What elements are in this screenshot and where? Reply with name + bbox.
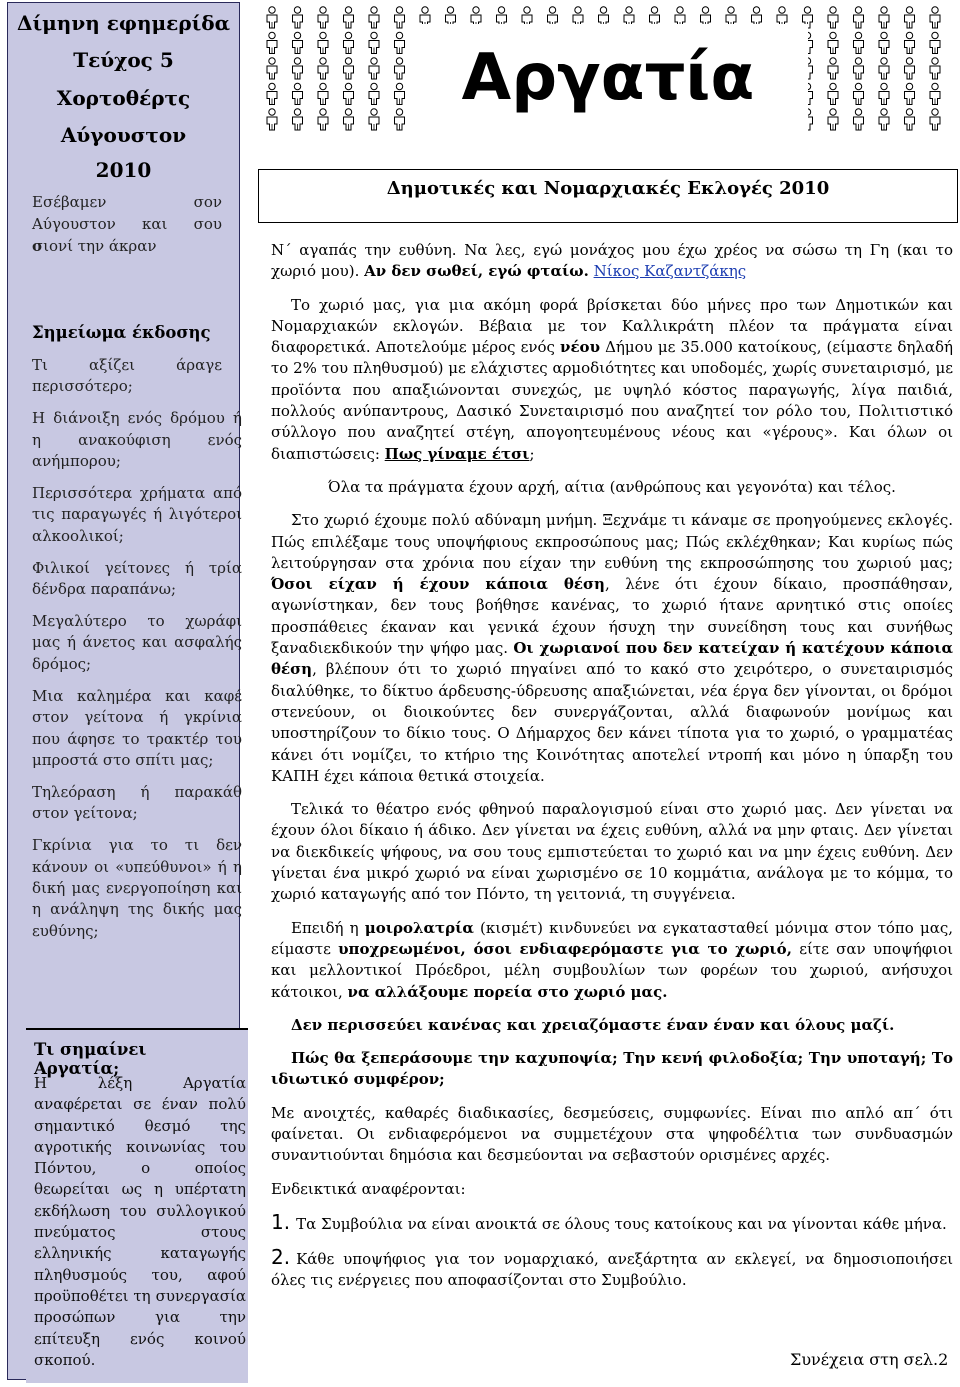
text: Επειδή η	[291, 918, 365, 937]
paragraph	[271, 295, 953, 465]
masthead-line: Χορτοθέρτς	[56, 86, 191, 110]
masthead-line: 2010	[95, 158, 152, 182]
sidebar	[7, 2, 246, 1380]
masthead-line: Αύγουστον	[60, 123, 187, 147]
paragraph	[271, 510, 953, 787]
text: Στο χωριό έχουμε πολύ αδύναμη μνήμη. Ξεχνάμε τι κάναμε σε προηγούμενες εκλογές. Πώς επιλέξαμε τους υποψήφιους εκπροσώπους μας; Πώς εκλέχθηκαν; Και κυρίως πώς λειτούργησαν στα χρόνια που είχαν την ευθύνη της εκπροσώπησης του χωριού μας;	[271, 511, 953, 572]
paragraph: Τελικά το θέατρο ενός φθηνού παραλογισμού είναι στο χωριό μας. Δεν γίνεται να έχουν όλοι δίκαιο ή άδικο. Δεν γίνεται να έχεις ευθύνη, αλλά να μην φταις. Δεν γίνεται να διεκδικείς ψήφους, να σου τους εμπιστεύεται το χωριό και να μην έχεις ευθύνη. Δεν γίνεται ένα μικρό χωριό να είναι χωρισμένο σε 10 κομμάτια, ανάλογα με το κόμμα, το χωριό καταγωγής από τον Πόντο, τη γειτονιά, τη συγγένεια.	[271, 800, 953, 904]
header-banner	[258, 4, 958, 154]
intro-text: Εσέβαμεν σον Αύγουστον και σου	[32, 193, 222, 233]
text-bold: μοιρολατρία	[364, 918, 474, 937]
text-bold: Πώς θα ξεπεράσουμε την καχυποψία; Την κενή φιλοδοξία; Την υποταγή; Το ιδιωτικό συμφέρον;	[271, 1049, 953, 1089]
question-item: Μια καλημέρα και καφέ στον γείτονα ή γκρίνια που άφησε το τρακτέρ του μπροστά στο σπίτι μας;	[32, 686, 242, 769]
text: , βλέπουν ότι το χωριό πηγαίνει από το κακό στο χειρότερο, ο συνεταιρισμός διαλύθηκε, το δίκτυο άρδευσης-ύδρευσης απαξιώνεται, νέα έργα δεν γίνονται, οι δρόμοι στενεύουν, οι διοικούντες δεν συνεργάζονται, αλλά διαφωνούν μονίμως και υποστηρίζουν το δίκιο τους. Ο Δήμαρχος δεν κάνει τίποτα για το χωριό, ο γραμματέας κάνει ότι νομίζει, το κτήριο της Κοινότητας αποτελεί ντροπή και μόνο η ύπαρξη του ΚΑΠΗ έχει κάποια θετικά στοιχεία.	[271, 660, 953, 785]
intro-bold: σ	[32, 237, 44, 255]
list-number: 1.	[271, 1209, 291, 1234]
edition-note-heading: Σημείωμα έκδοσης	[32, 323, 211, 342]
text: (κισμέτ) κινδυνεύει να εγκατασταθεί μόνιμα στον τόπο μας, είμαστε	[271, 918, 953, 958]
question-item: Η διάνοιξη ενός δρόμου ή η ανακούφιση ενός ανήμπορου;	[32, 409, 242, 471]
article-headline	[258, 169, 958, 223]
question-list	[32, 355, 246, 953]
question-item: Περισσότερα χρήματα από τις παραγωγές ή λιγότεροι αλκοολικοί;	[32, 484, 242, 545]
text-bold: Δεν περισσεύει κανένας και χρειαζόμαστε έναν έναν και όλους μαζί.	[291, 1015, 895, 1034]
quote-bold: Αν δεν σωθεί, εγώ φταίω.	[364, 262, 589, 281]
text-bold-underline: Πως γίναμε έτσι	[384, 444, 530, 463]
list-item	[271, 1247, 953, 1292]
list-item	[271, 1209, 953, 1235]
text-bold: Οι χωριανοί που δεν κατείχαν ή κατέχουν κάποια θέση	[271, 639, 953, 679]
text: Δήμου με 35.000 κατοίκους, (είμαστε δηλαδή το 2% του πληθυσμού) με ελάχιστες αρμοδιότητες και υποδομές, χωρίς συνεταιρισμό, με προϊόντα που απαξιώνονται συνεχώς, με υψηλό κόστος παραγωγής, λίγα παιδιά, πολλούς ανύπαντρους, Δασικό Συνεταιρισμό που αναζητεί τον ρόλο του, Πολιτιστικό σύλλογο που αναζητεί στέγη, απογοητευμένους νέους και «γέρους». Και όλων οι διαπιστώσεις:	[271, 338, 953, 463]
definition-heading: Τι σημαίνει Αργατία;	[34, 1040, 147, 1078]
paragraph	[271, 1048, 953, 1091]
question-item: Τι αξίζει άραγε περισσότερο;	[32, 356, 222, 396]
list-text: Κάθε υποψήφιος για τον νομαρχιακό, ανεξάρτητα αν εκλεγεί, να δημοσιοποιήσει όλες τις ενέργειες που αποφασίζονται στο Συμβούλιο.	[271, 1250, 953, 1290]
text-bold: νέου	[560, 338, 600, 357]
intro-text: ιονί την άκραν	[43, 237, 157, 255]
question-item: Μεγαλύτερο το χωράφι μας ή άνετος και ασφαλής δρόμος;	[32, 612, 242, 673]
definition-text: Η λέξη Αργατία αναφέρεται σε έναν πολύ σημαντικό θεσμό της αγροτικής κοινωνίας του Πόντου, ο οποίος θεωρείται ως η υπέρτατη εκδήλωση του συλλογικού πνεύματος στους ελληνικής καταγωγής πληθυσμούς του, αφού προϋποθέτει τη συνεργασία προσώπων για την επίτευξη ενός κοινού σκοπού.	[34, 1074, 246, 1369]
newspaper-title: Αργατία	[408, 24, 808, 134]
paragraph: Όλα τα πράγματα έχουν αρχή, αίτια (ανθρώπους και γεγονότα) και τέλος.	[328, 477, 896, 496]
headline-text: Δημοτικές και Νομαρχιακές Εκλογές 2010	[386, 178, 830, 199]
list-text: Τα Συμβούλια να είναι ανοικτά σε όλους τους κατοίκους και να γίνονται κάθε μήνα.	[296, 1214, 947, 1233]
question-item: Τηλεόραση ή παρακάθ στον γείτονα;	[32, 782, 242, 823]
text: Το χωριό μας, για μια ακόμη φορά βρίσκεται δύο μήνες προ των Δημοτικών και Νομαρχιακών εκλογών. Βέβαια με τον Καλλικράτη πλέον τα πράγματα είναι διαφορετικά. Αποτελούμε μέρος ενός	[271, 295, 953, 357]
masthead-line: Τεύχος 5	[73, 48, 174, 72]
paragraph: Ενδεικτικά αναφέρονται:	[271, 1179, 466, 1198]
text: , λένε ότι έχουν δίκαιο, προσπάθησαν, αγωνίστηκαν, δεν τους βοήθησε κανένας, το χωριό ήτανε αρνητικό στις οποίες προσπάθειες έκαναν και γενικά έχουν ήσυχη την συνείδηση τους και συνήθως ξαναδιεκδικούν την ψήφο μας.	[271, 575, 953, 658]
masthead-line: Δίμηνη εφημερίδα	[16, 11, 231, 35]
quote-text: Ν΄ αγαπάς την ευθύνη. Να λες, εγώ μονάχος μου έχω χρέος να σώσω τη Γη (και το χωριό μου).	[271, 241, 953, 281]
quote-author-link[interactable]: Νίκος Καζαντζάκης	[593, 262, 747, 281]
argatia-definition-box	[26, 1028, 248, 1383]
continued-on-page: Συνέχεια στη σελ.2	[790, 1350, 949, 1369]
paragraph: Με ανοιχτές, καθαρές διαδικασίες, δεσμεύσεις, συμφωνίες. Είναι πιο απλό απ΄ ότι φαίνεται. Οι ενδιαφερόμενοι να συμμετέχουν στα ψηφοδέλτια των συνδυασμών συναντιούνται δημόσια και δεσμεύονται να σεβαστούν ορισμένες αρχές.	[271, 1103, 953, 1165]
text: ;	[529, 444, 535, 463]
paragraph	[271, 918, 953, 1003]
text: είτε σαν υποψήφιοι και μελλοντικοί Πρόεδροι, μέλη συμβουλίων των φορέων του χωριού, ανήσυχοι κάτοικοι,	[271, 939, 953, 1001]
text-bold: υποχρεωμένοι, όσοι ενδιαφερόμαστε για το χωριό,	[338, 939, 792, 958]
question-item: Γκρίνια για το τι δεν κάνουν οι «υπεύθυνοι» ή η δική μας ενεργοποίηση και η ανάληψη της δικής μας ευθύνης;	[32, 836, 242, 940]
quote-paragraph	[271, 240, 953, 283]
text-bold: Όσοι είχαν ή έχουν κάποια θέση	[271, 575, 605, 594]
sidebar-intro	[32, 191, 222, 257]
list-number: 2.	[271, 1245, 291, 1270]
question-item: Φιλικοί γείτονες ή τρία δένδρα παραπάνω;	[32, 558, 242, 599]
text-bold: να αλλάξουμε πορεία στο χωριό μας.	[347, 982, 668, 1001]
paragraph	[271, 1015, 953, 1036]
article-body	[271, 240, 953, 1304]
